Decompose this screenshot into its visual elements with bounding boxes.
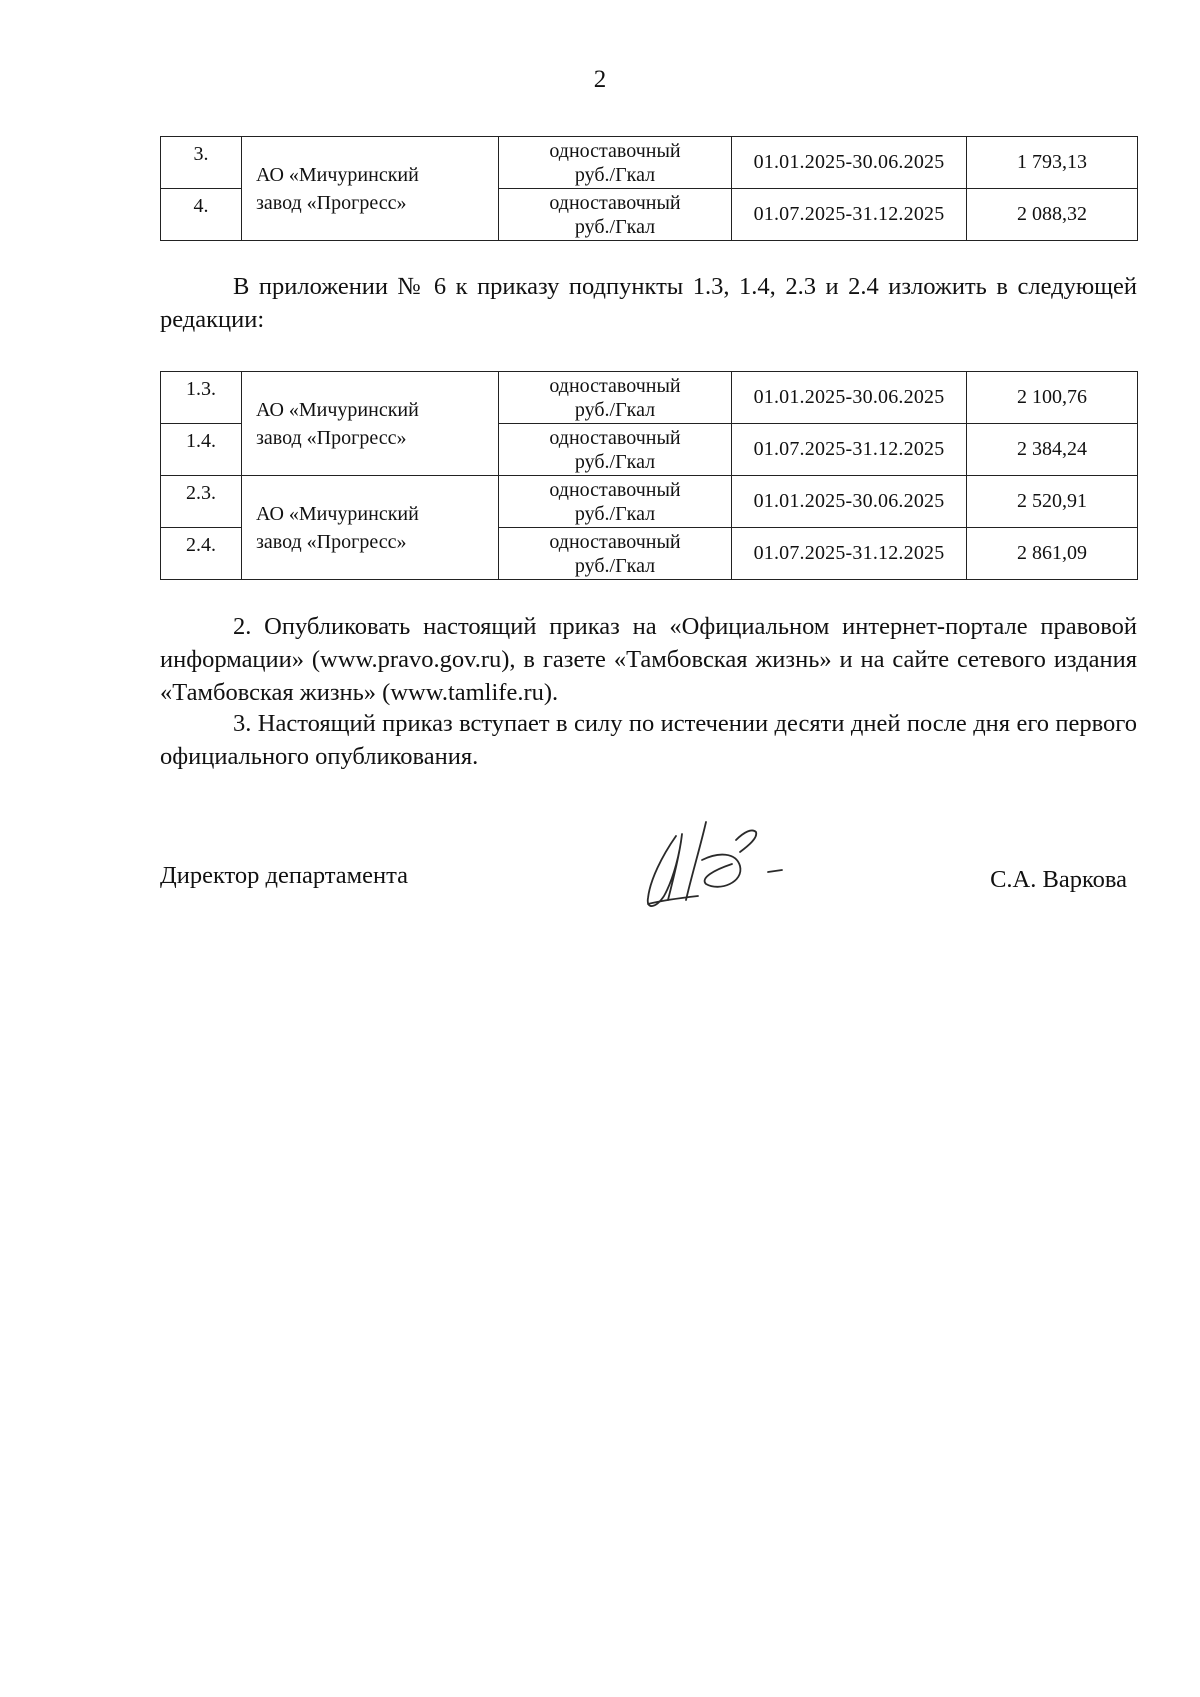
rate-type: одноставочный — [549, 374, 681, 397]
period-cell: 01.01.2025-30.06.2025 — [732, 476, 967, 528]
organization-name-line2: завод «Прогресс» — [256, 191, 407, 214]
table-row — [161, 372, 1138, 424]
rate-type-cell — [499, 476, 732, 528]
table-row — [161, 137, 1138, 189]
organization-cell — [242, 476, 499, 580]
period-cell: 01.01.2025-30.06.2025 — [732, 137, 967, 189]
period-cell: 01.01.2025-30.06.2025 — [732, 372, 967, 424]
rate-type-cell — [499, 424, 732, 476]
tariff-table-2 — [160, 371, 1138, 580]
row-number: 2.4. — [161, 528, 242, 580]
item-2-paragraph: 2. Опубликовать настоящий приказ на «Официальном интернет-портале правовой информации» (www.pravo.gov.ru), в газете «Тамбовская жизнь» и на сайте сетевого издания «Тамбовская жизнь» (www.tamlife.ru). — [160, 613, 1137, 706]
tariff-value-cell: 2 088,32 — [967, 189, 1138, 241]
rate-unit: руб./Гкал — [574, 215, 656, 238]
signatory-title: Директор департамента — [160, 862, 409, 889]
rate-type: одноставочный — [549, 139, 681, 162]
rate-unit: руб./Гкал — [574, 554, 656, 577]
period-cell: 01.07.2025-31.12.2025 — [732, 424, 967, 476]
rate-type: одноставочный — [549, 191, 681, 214]
period-cell: 01.07.2025-31.12.2025 — [732, 189, 967, 241]
rate-type: одноставочный — [549, 478, 681, 501]
tariff-value-cell: 2 520,91 — [967, 476, 1138, 528]
organization-cell — [242, 137, 499, 241]
rate-unit: руб./Гкал — [574, 398, 656, 421]
rate-type-cell — [499, 189, 732, 241]
rate-type: одноставочный — [549, 426, 681, 449]
tariff-value-cell: 1 793,13 — [967, 137, 1138, 189]
page-number: 2 — [593, 66, 607, 93]
row-number: 2.3. — [161, 476, 242, 528]
row-number: 4. — [161, 189, 242, 241]
rate-unit: руб./Гкал — [574, 163, 656, 186]
item-3-paragraph: 3. Настоящий приказ вступает в силу по истечении десяти дней после дня его первого официального опубликования. — [160, 710, 1137, 770]
organization-name-line1: АО «Мичуринский — [256, 163, 419, 186]
organization-name-line2: завод «Прогресс» — [256, 426, 407, 449]
rate-type-cell — [499, 528, 732, 580]
intro-paragraph: В приложении № 6 к приказу подпункты 1.3, 1.4, 2.3 и 2.4 изложить в следующей редакции: — [160, 273, 1137, 333]
organization-name-line2: завод «Прогресс» — [256, 530, 407, 553]
tariff-table-1 — [160, 136, 1138, 241]
row-number: 1.4. — [161, 424, 242, 476]
handwritten-signature — [640, 812, 810, 922]
organization-name-line1: АО «Мичуринский — [256, 398, 419, 421]
rate-type-cell — [499, 137, 732, 189]
table-row — [161, 476, 1138, 528]
rate-type: одноставочный — [549, 530, 681, 553]
tariff-value-cell: 2 384,24 — [967, 424, 1138, 476]
organization-cell — [242, 372, 499, 476]
row-number: 3. — [161, 137, 242, 189]
organization-name-line1: АО «Мичуринский — [256, 502, 419, 525]
signatory-name: С.А. Варкова — [990, 866, 1127, 893]
row-number: 1.3. — [161, 372, 242, 424]
period-cell: 01.07.2025-31.12.2025 — [732, 528, 967, 580]
tariff-value-cell: 2 100,76 — [967, 372, 1138, 424]
rate-unit: руб./Гкал — [574, 502, 656, 525]
signature-strokes — [648, 822, 782, 906]
tariff-value-cell: 2 861,09 — [967, 528, 1138, 580]
rate-type-cell — [499, 372, 732, 424]
rate-unit: руб./Гкал — [574, 450, 656, 473]
